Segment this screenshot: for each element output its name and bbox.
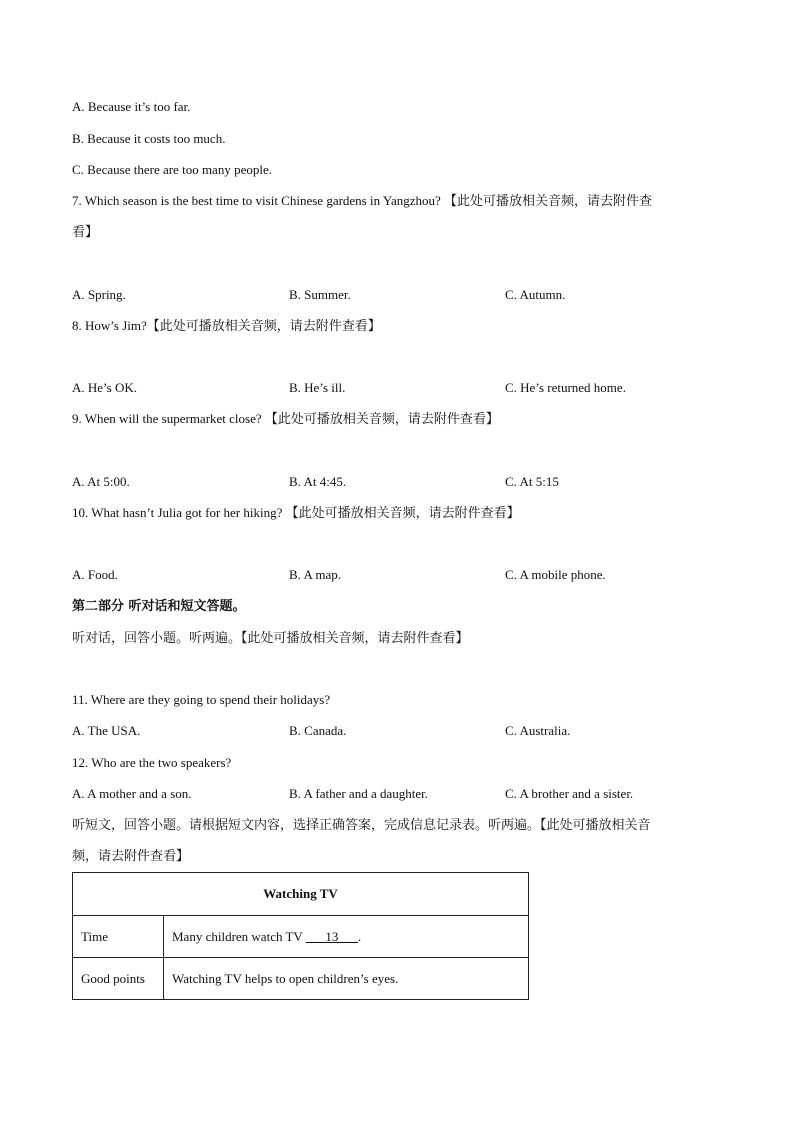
q7-option-b: B. Summer.	[289, 287, 351, 302]
q7-option-a: A. Spring.	[72, 287, 126, 302]
q9-option-b: B. At 4:45.	[289, 474, 347, 489]
q6-option-b: B. Because it costs too much.	[72, 131, 226, 146]
row-label-time: Time	[73, 916, 164, 958]
part2-heading: 第二部分 听对话和短文答题。	[72, 599, 246, 614]
q7-question: 7. Which season is the best time to visit Chinese gardens in Yangzhou? 【此处可播放相关音频，请去附件查	[72, 193, 653, 208]
q12-option-b: B. A father and a daughter.	[289, 786, 428, 801]
table-row	[73, 958, 529, 1000]
table-title: Watching TV	[73, 873, 529, 916]
q11-option-c: C. Australia.	[505, 723, 571, 738]
q11-option-b: B. Canada.	[289, 723, 347, 738]
row-label-good-points: Good points	[73, 958, 164, 1000]
q12-option-c: C. A brother and a sister.	[505, 786, 634, 801]
q8-option-b: B. He’s ill.	[289, 380, 346, 395]
row-value-good-points: Watching TV helps to open children’s eyes.	[164, 958, 529, 1000]
q10-option-c: C. A mobile phone.	[505, 567, 606, 582]
passage-instruction-continued: 频，请去附件查看】	[72, 848, 190, 863]
q9-option-a: A. At 5:00.	[72, 474, 130, 489]
table-header-row	[73, 873, 529, 916]
q7-option-c: C. Autumn.	[505, 287, 566, 302]
q12-question: 12. Who are the two speakers?	[72, 755, 232, 770]
table-row	[73, 916, 529, 958]
dialogue-instruction: 听对话，回答小题。听两遍。【此处可播放相关音频，请去附件查看】	[72, 630, 469, 645]
q6-option-a: A. Because it’s too far.	[72, 99, 191, 114]
row-text-end: .	[357, 928, 362, 944]
row-value-time	[164, 916, 529, 958]
answer-blank-13[interactable]: ___13___	[305, 928, 358, 944]
q9-question: 9. When will the supermarket close? 【此处可播放相关音频，请去附件查看】	[72, 411, 499, 426]
q10-question: 10. What hasn’t Julia got for her hiking? 【此处可播放相关音频，请去附件查看】	[72, 505, 520, 520]
q10-option-b: B. A map.	[289, 567, 342, 582]
passage-instruction: 听短文，回答小题。请根据短文内容，选择正确答案，完成信息记录表。听两遍。【此处可播放相关音	[72, 817, 651, 832]
info-record-table	[72, 872, 529, 1000]
q8-question: 8. How’s Jim?【此处可播放相关音频，请去附件查看】	[72, 318, 381, 333]
q6-option-c: C. Because there are too many people.	[72, 162, 272, 177]
q8-option-c: C. He’s returned home.	[505, 380, 626, 395]
row-text: Many children watch TV	[172, 928, 306, 944]
q7-question-continued: 看】	[72, 224, 99, 239]
q8-option-a: A. He’s OK.	[72, 380, 137, 395]
q11-question: 11. Where are they going to spend their holidays?	[72, 692, 331, 707]
q9-option-c: C. At 5:15	[505, 474, 559, 489]
q12-option-a: A. A mother and a son.	[72, 786, 192, 801]
q10-option-a: A. Food.	[72, 567, 118, 582]
q11-option-a: A. The USA.	[72, 723, 141, 738]
